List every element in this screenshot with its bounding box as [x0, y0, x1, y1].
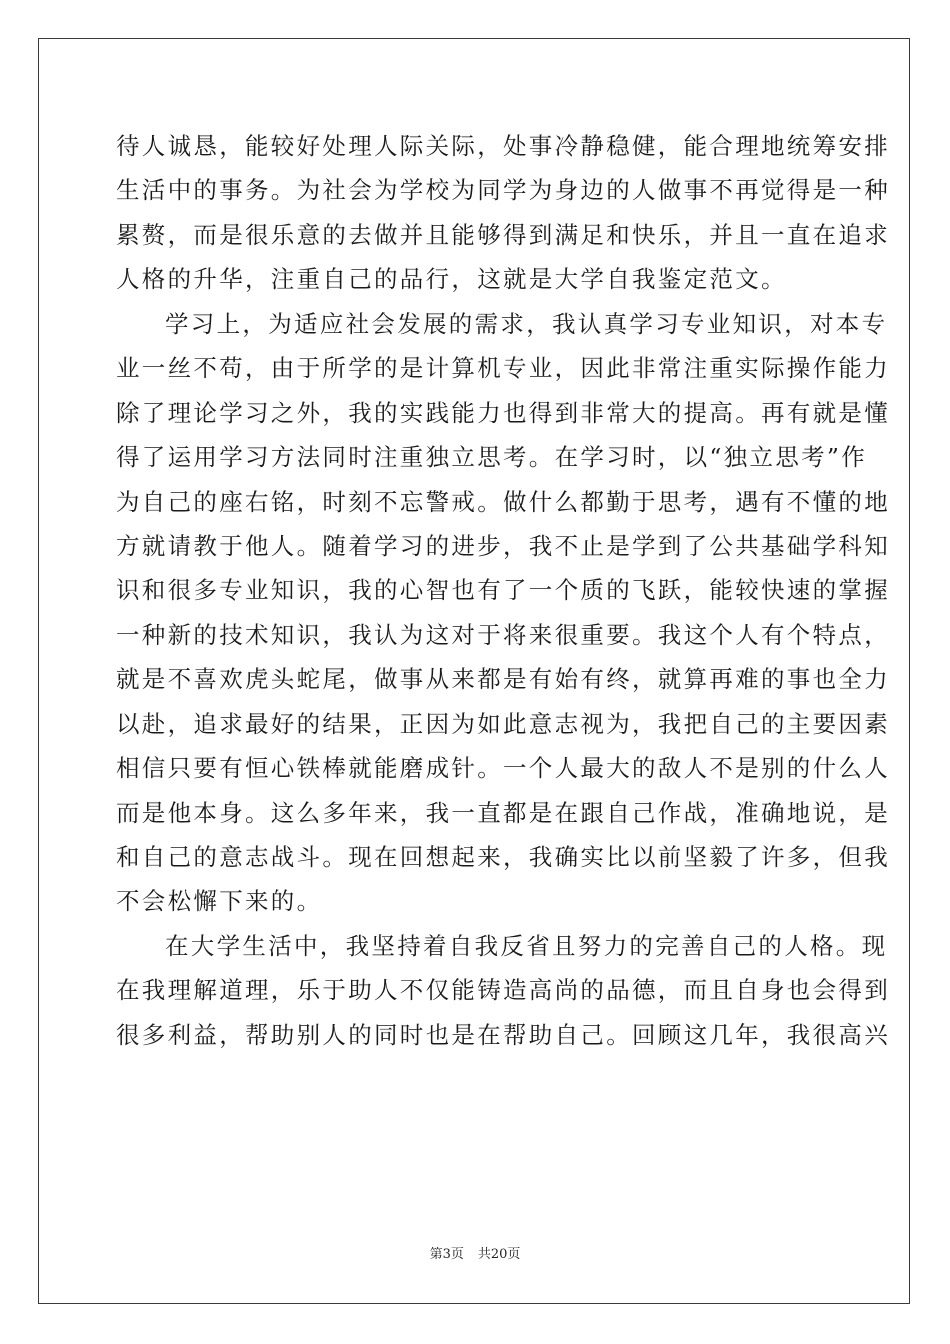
text-line: 而是他本身。这么多年来，我一直都是在跟自己作战，准确地说，是	[116, 798, 890, 827]
page-number: 第3页	[429, 1247, 464, 1262]
text-line: 方就请教于他人。随着学习的进步，我不止是学到了公共基础学科知	[116, 531, 890, 560]
text-line: 就是不喜欢虎头蛇尾，做事从来都是有始有终，就算再难的事也全力	[116, 665, 890, 694]
paragraph-start-line: 在大学生活中，我坚持着自我反省且努力的完善自己的人格。现	[165, 931, 888, 960]
text-line: 除了理论学习之外，我的实践能力也得到非常大的提高。再有就是懂	[116, 398, 890, 427]
document-body	[116, 124, 890, 1057]
text-line: 得了运用学习方法同时注重独立思考。在学习时，以“独立思考”作	[116, 443, 868, 472]
page-footer	[0, 1246, 950, 1264]
text-line: 一种新的技术知识，我认为这对于将来很重要。我这个人有个特点，	[116, 620, 890, 649]
text-line: 在我理解道理，乐于助人不仅能铸造高尚的品德，而且自身也会得到	[116, 976, 890, 1005]
paragraph-start-line: 学习上，为适应社会发展的需求，我认真学习专业知识，对本专	[165, 309, 888, 338]
total-pages: 共20页	[477, 1247, 521, 1262]
text-line: 人格的升华，注重自己的品行，这就是大学自我鉴定范文。	[116, 265, 787, 294]
text-line: 识和很多专业知识，我的心智也有了一个质的飞跃，能较快速的掌握	[116, 576, 890, 605]
text-line: 不会松懈下来的。	[116, 887, 323, 916]
text-line: 和自己的意志战斗。现在回想起来，我确实比以前坚毅了许多，但我	[116, 843, 890, 871]
text-line: 累赘，而是很乐意的去做并且能够得到满足和快乐，并且一直在追求	[116, 220, 890, 249]
text-line: 生活中的事务。为社会为学校为同学为身边的人做事不再觉得是一种	[116, 176, 890, 205]
text-line: 相信只要有恒心铁棒就能磨成针。一个人最大的敌人不是别的什么人	[116, 754, 890, 783]
text-line: 业一丝不苟，由于所学的是计算机专业，因此非常注重实际操作能力	[116, 354, 890, 383]
text-line: 为自己的座右铭，时刻不忘警戒。做什么都勤于思考，遇有不懂的地	[116, 487, 890, 516]
text-line: 很多利益，帮助别人的同时也是在帮助自己。回顾这几年，我很高兴	[116, 1020, 890, 1049]
text-line: 待人诚恳，能较好处理人际关际，处事冷静稳健，能合理地统筹安排	[116, 132, 890, 160]
text-line: 以赴，追求最好的结果，正因为如此意志视为，我把自己的主要因素	[116, 709, 890, 738]
